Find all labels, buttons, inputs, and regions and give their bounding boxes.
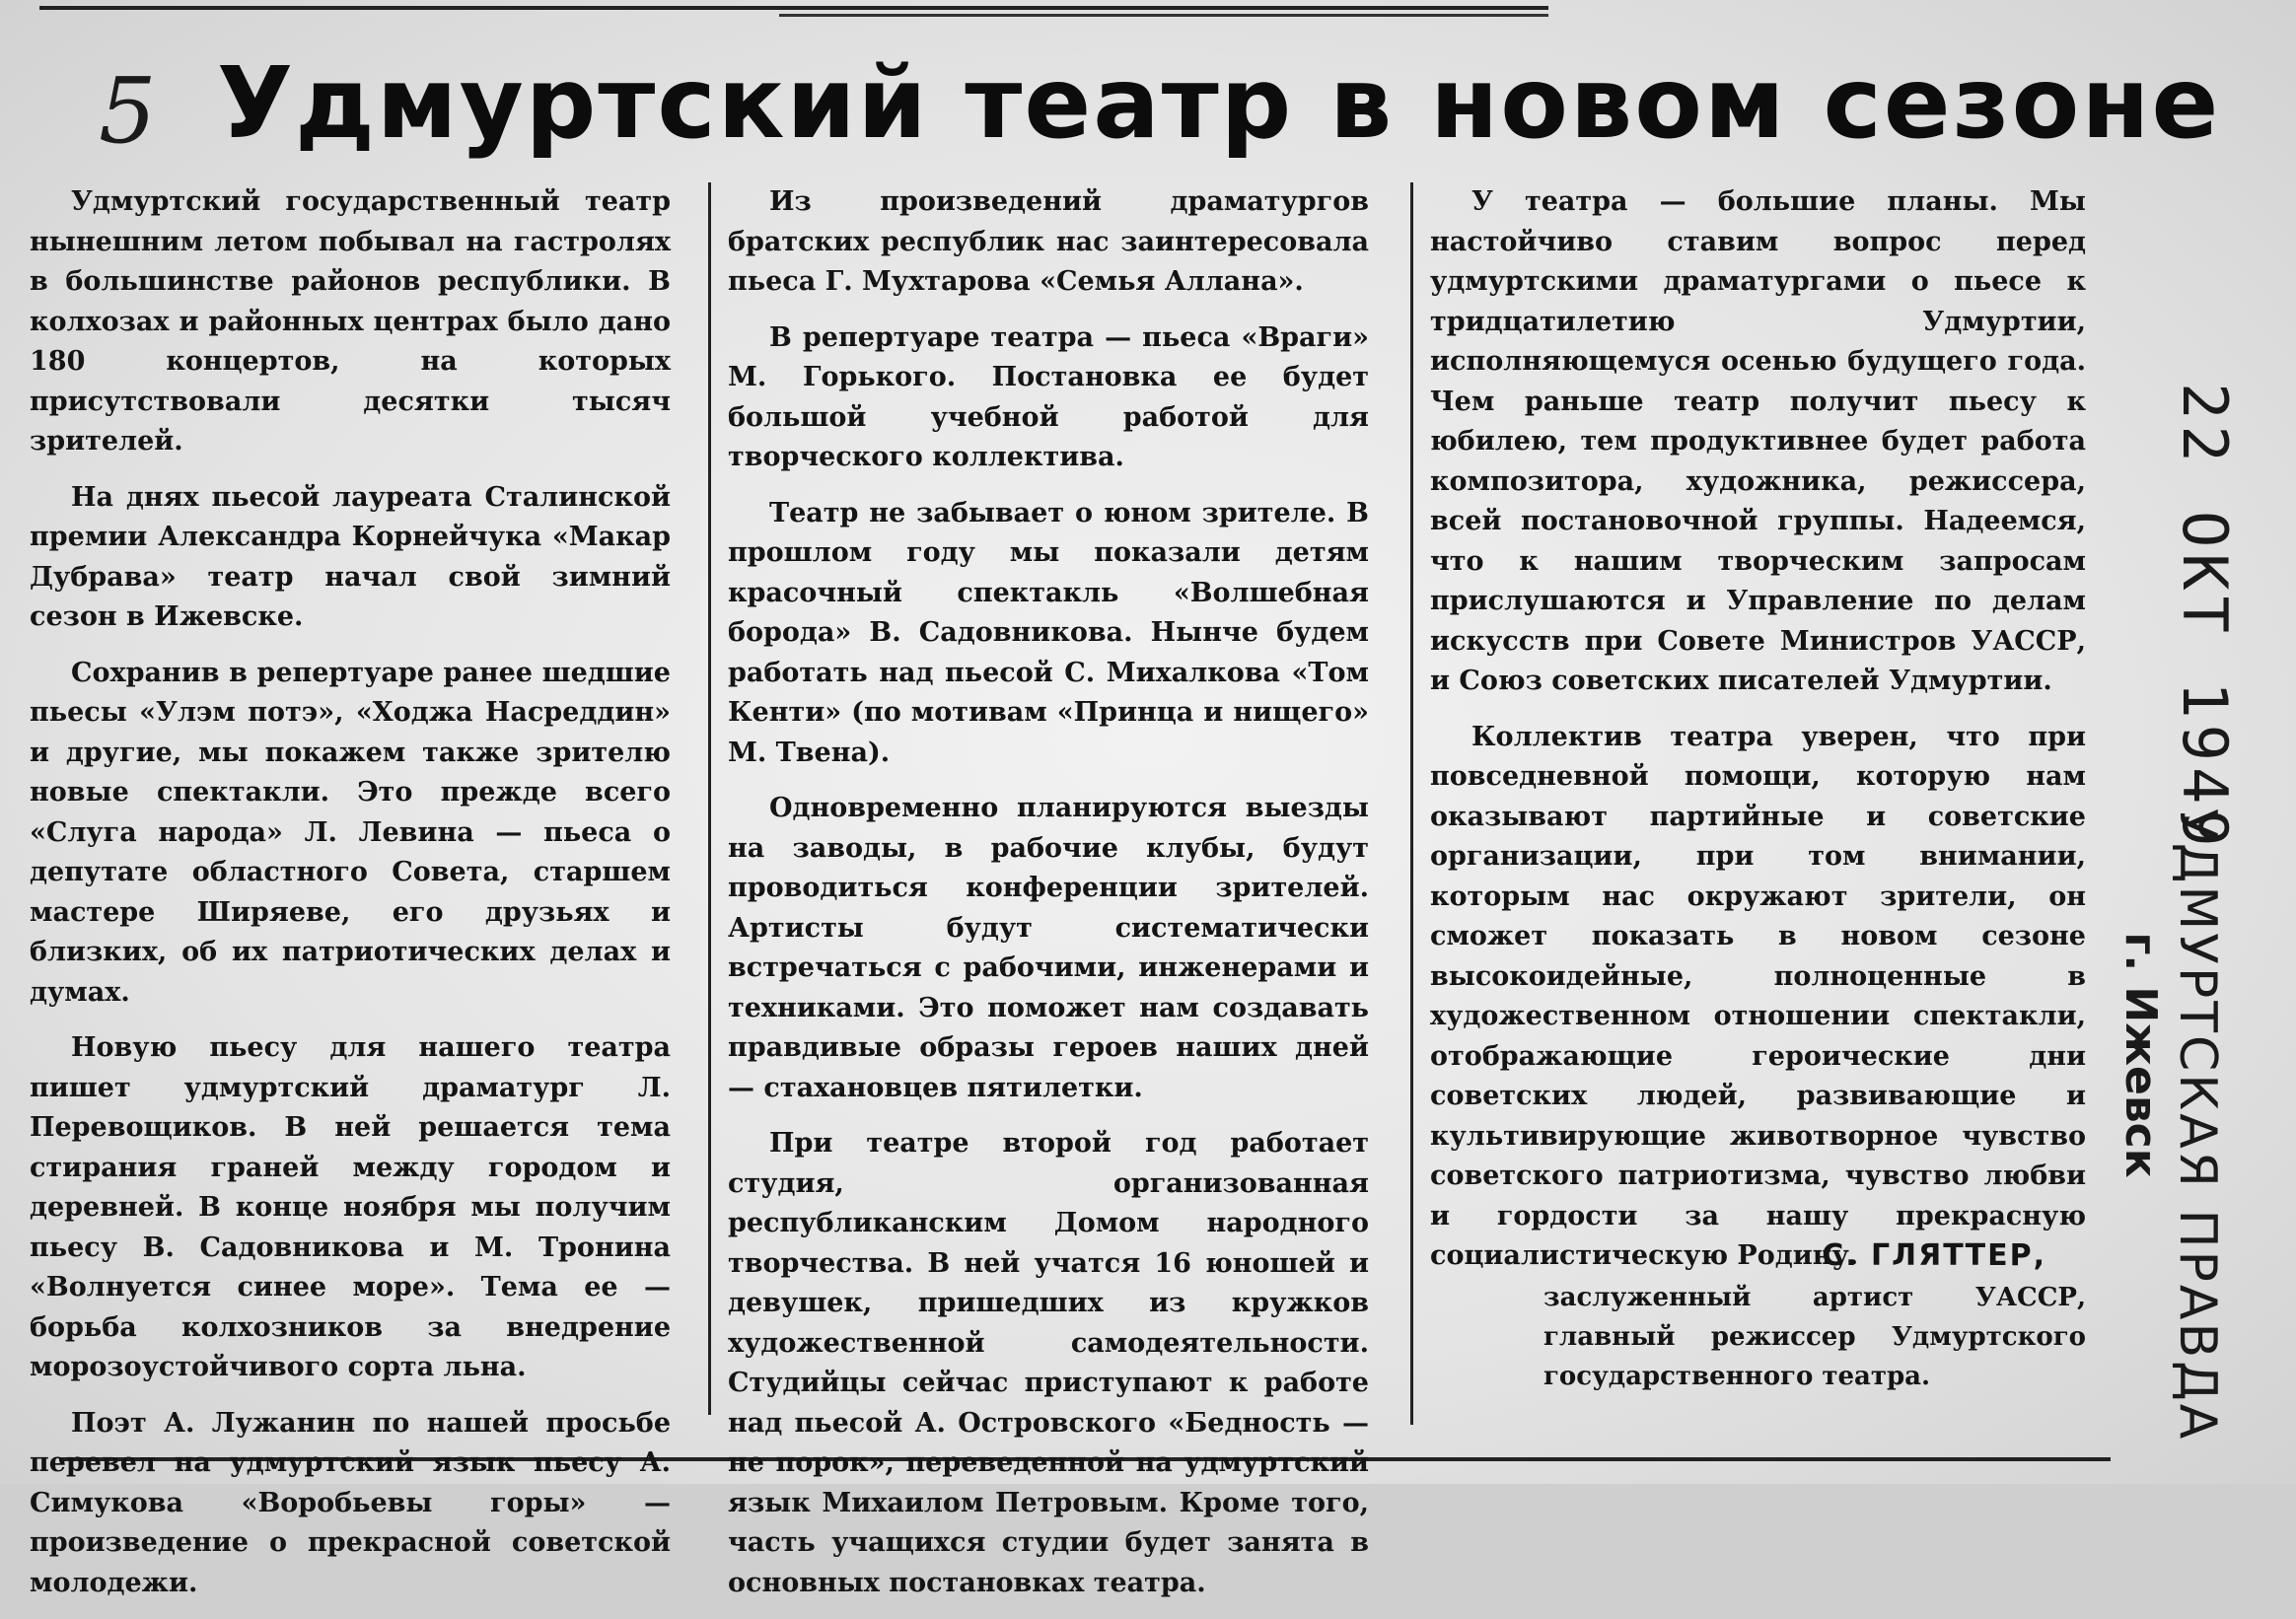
paragraph: Поэт А. Лужанин по нашей просьбе перевел на удмуртский язык пьесу А. Симукова «Воробьевы горы» — произведение о прекрасной советской молодежи.	[30, 1407, 671, 1598]
top-rule-secondary	[779, 14, 1548, 17]
city-stamp: г. Ижевск	[2116, 932, 2166, 1178]
paragraph: Новую пьесу для нашего театра пишет удмуртский драматург Л. Перевощиков. В ней решается тема стирания граней между городом и деревней. В конце ноября мы получим пьесу В. Садовникова и М. Тронина «Волнуется синее море». Тема ее — борьба колхозников за внедрение морозоустойчивого сорта льна.	[30, 1032, 671, 1382]
paragraph: Театр не забывает о юном зрителе. В прошлом году мы показали детям красочный спектакль «Волшебная борода» В. Садовникова. Нынче будем работать над пьесой С. Михалкова «Том Кенти» (по мотивам «Принца и нищего» М. Твена).	[728, 497, 1369, 768]
paragraph: В репертуаре театра — пьеса «Враги» М. Горького. Постановка ее будет большой учебной работой для творческого коллектива.	[728, 321, 1369, 472]
paragraph: При театре второй год работает студия, организованная республиканским Домом народного творчества. В ней учатся 16 юношей и девушек, пришедших из кружков художественной самодеятельности. Студийцы сейчас приступают к работе над пьесой А. Островского «Бедность — не порок», переведенной на удмуртский язык Михаилом Петровым. Кроме того, часть учащихся студии будет занята в основных постановках театра.	[728, 1128, 1369, 1598]
article-column-2	[728, 182, 1369, 1619]
column-separator	[1410, 182, 1413, 1425]
paragraph: Коллектив театра уверен, что при повседневной помощи, которую нам оказывают партийные и советские организации, при том внимании, которым нас окружают зрители, он сможет показать в новом сезоне высокоидейные, полноценные в художественном отношении спектакли, отображающие героические дни советских людей, развивающие и культивирующие животворное чувство советского патриотизма, чувство любви и гордости за нашу прекрасную социалистическую Родину.	[1430, 721, 2086, 1271]
top-rule	[39, 6, 1548, 10]
handwritten-page-mark: 5	[99, 58, 157, 164]
paragraph: На днях пьесой лауреата Сталинской премии Александра Корнейчука «Макар Дубрава» театр начал свой зимний сезон в Ижевске.	[30, 481, 671, 632]
column-separator	[708, 182, 711, 1415]
date-stamp: 22 ОКТ 1949	[2169, 383, 2241, 853]
paragraph: У театра — большие планы. Мы настойчиво ставим вопрос перед удмуртскими драматургами о пьесе к тридцатилетию Удмуртии, исполняющемуся осенью будущего года. Чем раньше театр получит пьесу к юбилею, тем продуктивнее будет работа композитора, художника, режиссера, всей постановочной группы. Надеемся, что к нашим творческим запросам прислушаются и Управление по делам искусств при Совете Министров УАССР, и Союз советских писателей Удмуртии.	[1430, 186, 2086, 696]
paragraph: Удмуртский государственный театр нынешним летом побывал на гастролях в большинстве районов республики. В колхозах и районных центрах было дано 180 концертов, на которых присутствовали десятки тысяч зрителей.	[30, 186, 671, 457]
author-title: заслуженный артист УАССР, главный режиссер Удмуртского государственного театра.	[1543, 1283, 2086, 1391]
author-name: С. ГЛЯТТЕР,	[1822, 1238, 2046, 1273]
article-column-1	[30, 182, 671, 1619]
paragraph: Одновременно планируются выезды на заводы, в рабочие клубы, будут проводиться конференции зрителей. Артисты будут систематически встречаться с рабочими, инженерами и техниками. Это поможет нам создавать правдивые образы героев наших дней — стахановцев пятилетки.	[728, 793, 1369, 1103]
article-column-3	[1430, 182, 2086, 1293]
author-signature	[1430, 1234, 2086, 1396]
paragraph: Из произведений драматургов братских республик нас заинтересовала пьеса Г. Мухтарова «Семья Аллана».	[728, 186, 1369, 297]
paragraph: Сохранив в репертуаре ранее шедшие пьесы «Улэм потэ», «Ходжа Насреддин» и другие, мы покажем также зрителю новые спектакли. Это прежде всего «Слуга народа» Л. Левина — пьеса о депутате областного Совета, старшем мастере Ширяеве, его друзьях и близких, об их патриотических делах и думах.	[30, 657, 671, 1008]
article-headline: Удмуртский театр в новом сезоне	[217, 45, 2221, 161]
newspaper-name-stamp: УДМУРТСКАЯ ПРАВДА	[2168, 809, 2227, 1443]
